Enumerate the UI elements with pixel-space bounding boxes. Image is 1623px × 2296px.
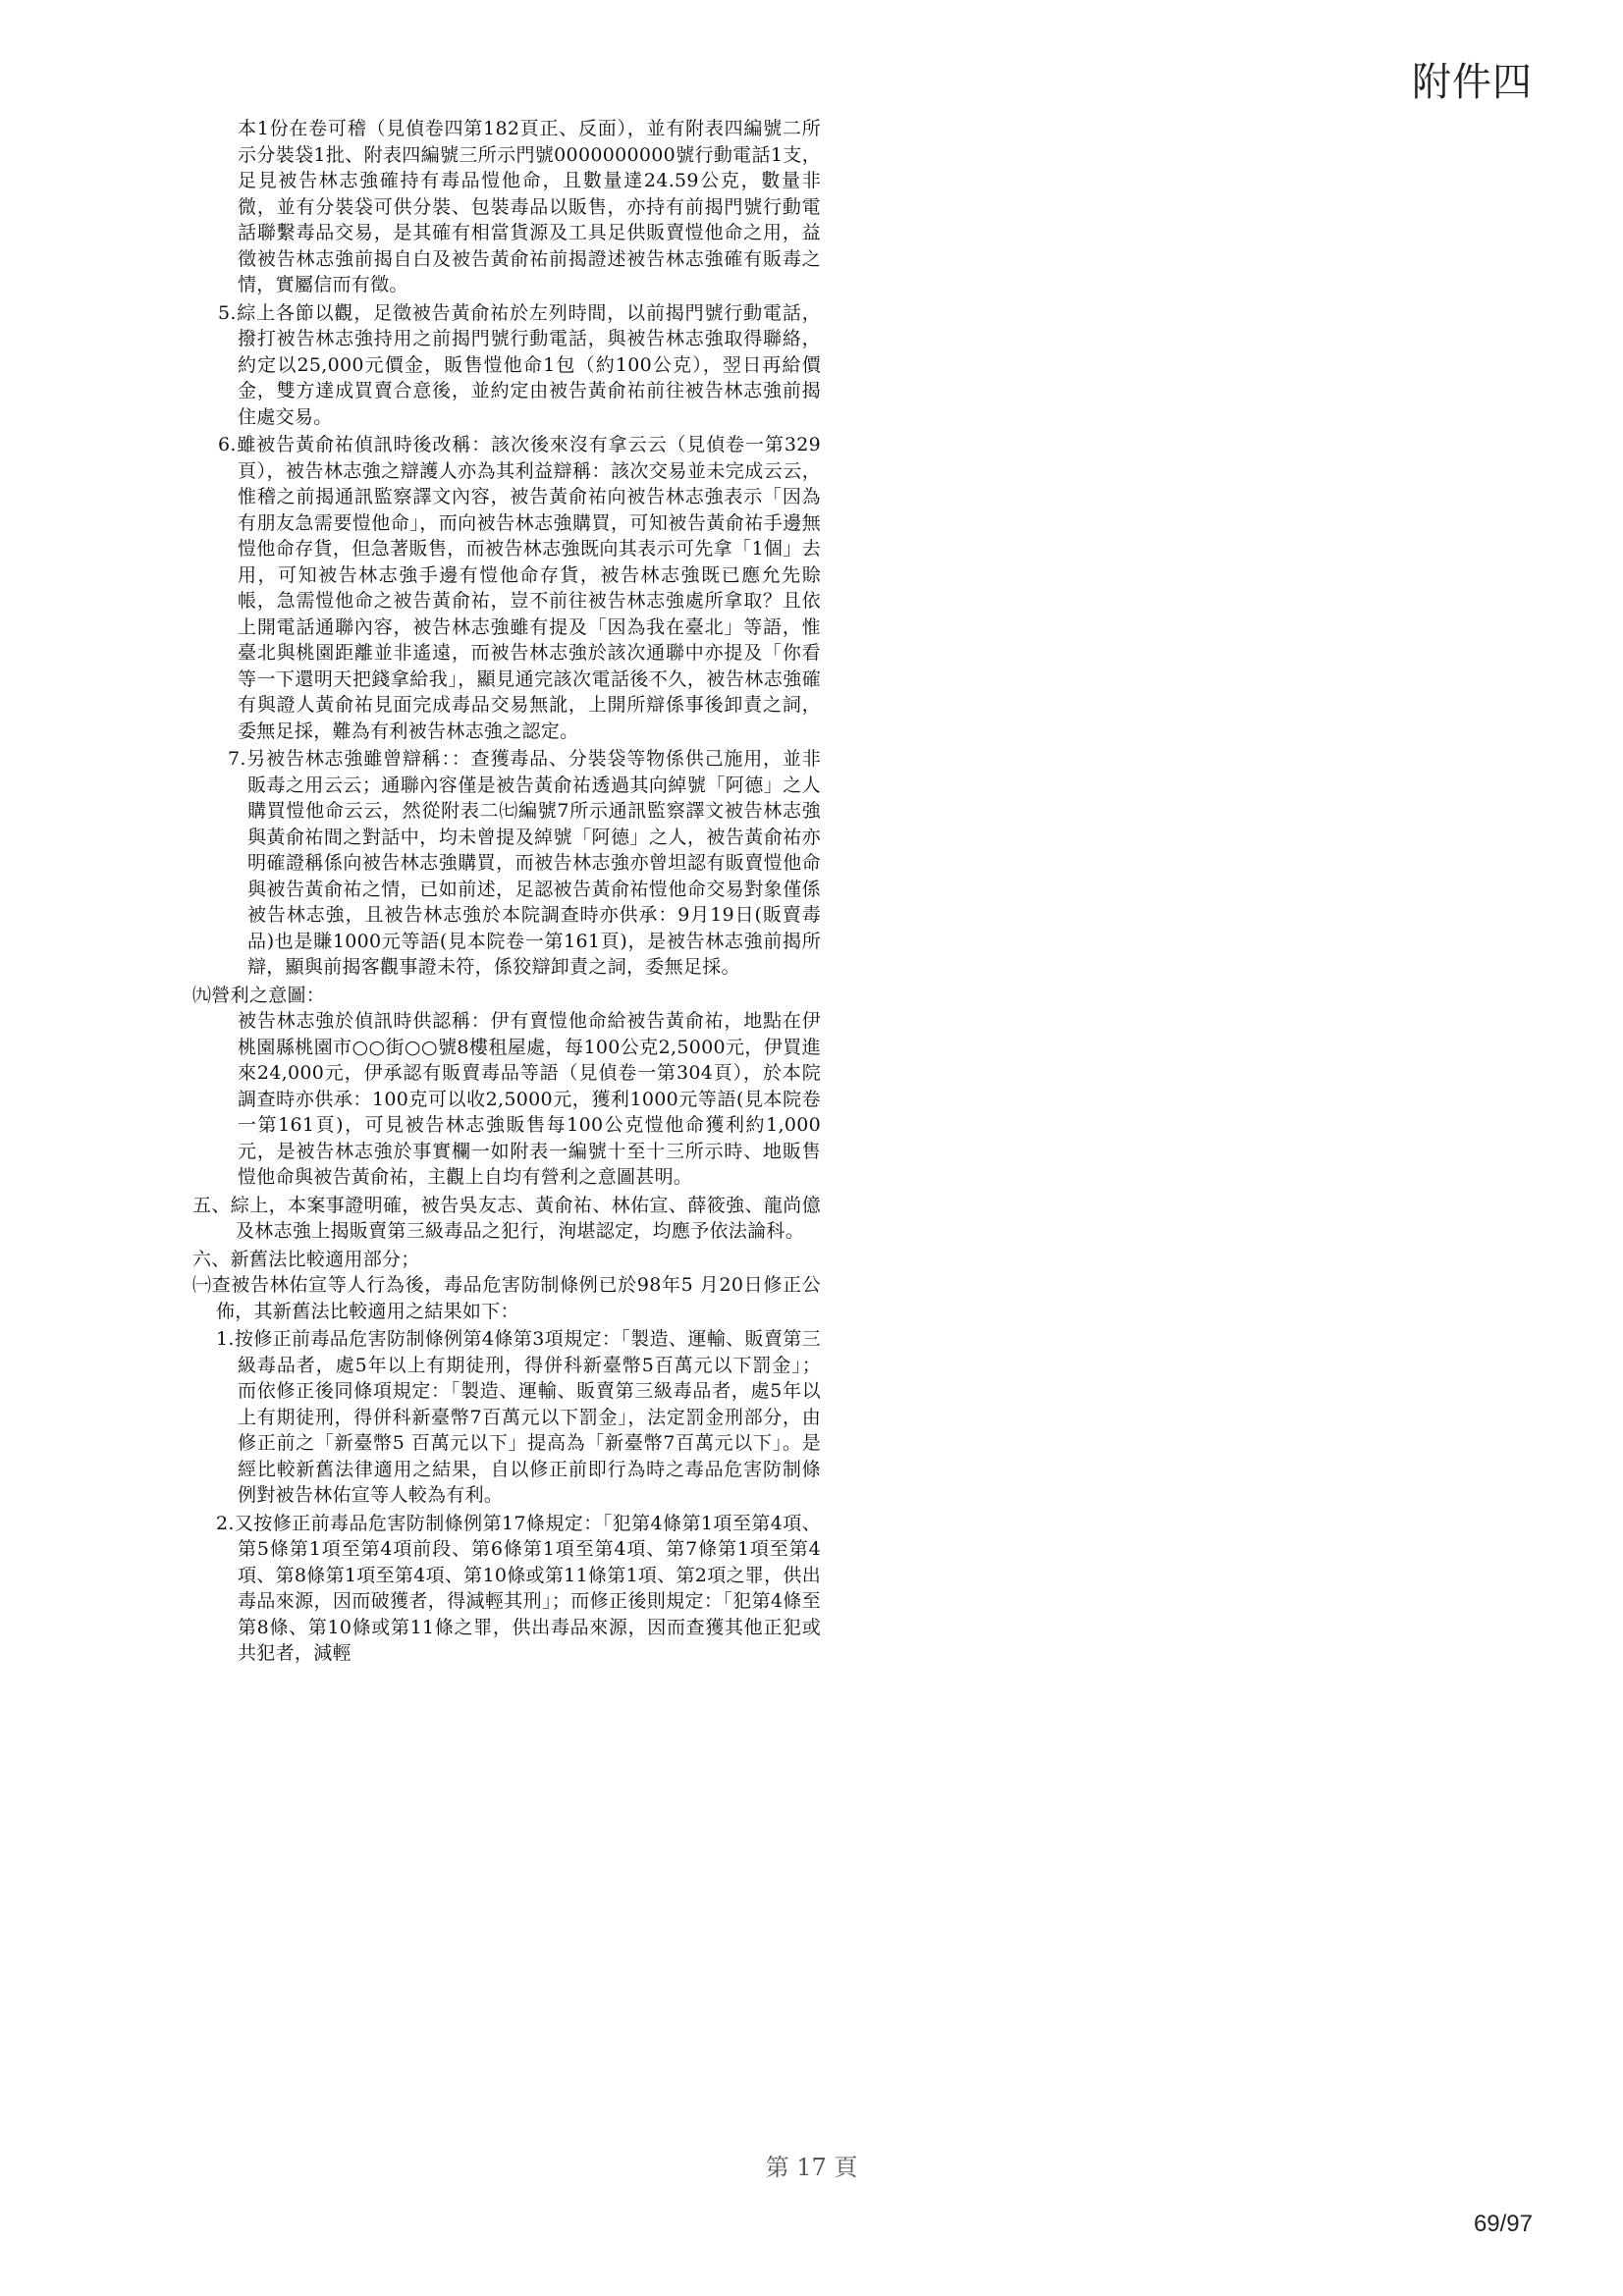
annex-label: 附件四 bbox=[1412, 60, 1533, 105]
section-heading-6: 六、新舊法比較適用部分； bbox=[192, 1248, 420, 1270]
paragraph-item-5: 5.綜上各節以觀，足徵被告黃俞祐於左列時間，以前揭門號行動電話，撥打被告林志強持用之前揭門號行動電話，與被告林志強取得聯絡，約定以25,000元價金，販售愷他命1包（約100公克），翌日再給價金，雙方達成買賣合意後，並約定由被告黃俞祐前往被告林志強前揭住處交易。 bbox=[218, 301, 821, 428]
paragraph-section-5: 五、綜上，本案事證明確，被告吳友志、黃俞祐、林佑宣、薛筱強、龍尚億及林志強上揭販賣第三級毒品之犯行，洵堪認定，均應予依法論科。 bbox=[192, 1194, 821, 1242]
document-body bbox=[192, 116, 821, 1667]
paragraph-continuation: 本1份在卷可稽（見偵卷四第182頁正、反面），並有附表四編號二所示分裝袋1批、附表四編號三所示門號0000000000號行動電話1支，足見被告林志強確持有毒品愷他命，且數量達24.59公克，數量非微，並有分裝袋可供分裝、包裝毒品以販售，亦持有前揭門號行動電話聯繫毒品交易，是其確有相當貨源及工具足供販賣愷他命之用，益徵被告林志強前揭自白及被告黃俞祐前揭證述被告林志強確有販毒之情，實屬信而有徵。 bbox=[238, 118, 821, 295]
section-heading-profit-intent: ㈨營利之意圖： bbox=[192, 984, 326, 1006]
paragraph-item-2: 2.又按修正前毒品危害防制條例第17條規定：「犯第4條第1項至第4項、第5條第1項至第4項前段、第6條第1項至第4項、第7條第1項至第4項、第8條第1項至第4項、第10條或第11條第1項、第2項之罪，供出毒品來源，因而破獲者，得減輕其刑」；而修正後則規定：「犯第4條至第8條、第10條或第11條之罪，供出毒品來源，因而查獲其他正犯或共犯者，減輕 bbox=[216, 1512, 821, 1664]
paragraph-profit-intent: 被告林志強於偵訊時供認稱：伊有賣愷他命給被告黃俞祐，地點在伊桃園縣桃園市○○街○○號8樓租屋處，每100公克2,5000元，伊買進來24,000元，伊承認有販賣毒品等語（見偵卷一第304頁），於本院調查時亦供承：100克可以收2,5000元，獲利1000元等語(見本院卷一第161頁)，可見被告林志強販售每100公克愷他命獲利約1,000元，是被告林志強於事實欄一如附表一編號十至十三所示時、地販售愷他命與被告黃俞祐，主觀上自均有營利之意圖甚明。 bbox=[238, 1010, 821, 1188]
paragraph-item-6: 6.雖被告黃俞祐偵訊時後改稱：該次後來沒有拿云云（見偵卷一第329頁），被告林志強之辯護人亦為其利益辯稱：該次交易並未完成云云，惟稽之前揭通訊監察譯文內容，被告黃俞祐向被告林志強表示「因為有朋友急需要愷他命」，而向被告林志強購買，可知被告黃俞祐手邊無愷他命存貨，但急著販售，而被告林志強既向其表示可先拿「1個」去用，可知被告林志強手邊有愷他命存貨，被告林志強既已應允先賒帳，急需愷他命之被告黃俞祐，豈不前往被告林志強處所拿取？且依上開電話通聯內容，被告林志強雖有提及「因為我在臺北」等語，惟臺北與桃園距離並非遙遠，而被告林志強於該次通聯中亦提及「你看等一下還明天把錢拿給我」，顯見通完該次電話後不久，被告林志強確有與證人黃俞祐見面完成毒品交易無訛，上開所辯係事後卸責之詞，委無足採，難為有利被告林志強之認定。 bbox=[218, 434, 821, 742]
paragraph-item-7: 7.另被告林志強雖曾辯稱：：查獲毒品、分裝袋等物係供己施用，並非販毒之用云云；通聯內容僅是被告黃俞祐透過其向綽號「阿德」之人購買愷他命云云，然從附表二㈦編號7所示通訊監察譯文被告林志強與黃俞祐間之對話中，均未曾提及綽號「阿德」之人，被告黃俞祐亦明確證稱係向被告林志強購買，而被告林志強亦曾坦認有販賣愷他命與被告黃俞祐之情，已如前述，足認被告黃俞祐愷他命交易對象僅係被告林志強，且被告林志強於本院調查時亦供承：9月19日(販賣毒品)也是賺1000元等語(見本院卷一第161頁)，是被告林志強前揭所辯，顯與前揭客觀事證未符，係狡辯卸責之詞，委無足採。 bbox=[228, 748, 821, 978]
page-number-label: 第 17 頁 bbox=[765, 2154, 858, 2181]
paragraph-item-1: 1.按修正前毒品危害防制條例第4條第3項規定：「製造、運輸、販賣第三級毒品者，處5年以上有期徒刑，得併科新臺幣5百萬元以下罰金」；而依修正後同條項規定：「製造、運輸、販賣第三級毒品者，處5年以上有期徒刑，得併科新臺幣7百萬元以下罰金」，法定罰金刑部分，由修正前之「新臺幣5 百萬元以下」提高為「新臺幣7百萬元以下」。是經比較新舊法律適用之結果，自以修正前即行為時之毒品危害防制條例對被告林佑宣等人較為有利。 bbox=[216, 1328, 821, 1506]
paragraph-subsection-1: ㈠查被告林佑宣等人行為後，毒品危害防制條例已於98年5 月20日修正公佈，其新舊法比較適用之結果如下： bbox=[192, 1274, 821, 1322]
page-count: 69/97 bbox=[1473, 2211, 1533, 2237]
